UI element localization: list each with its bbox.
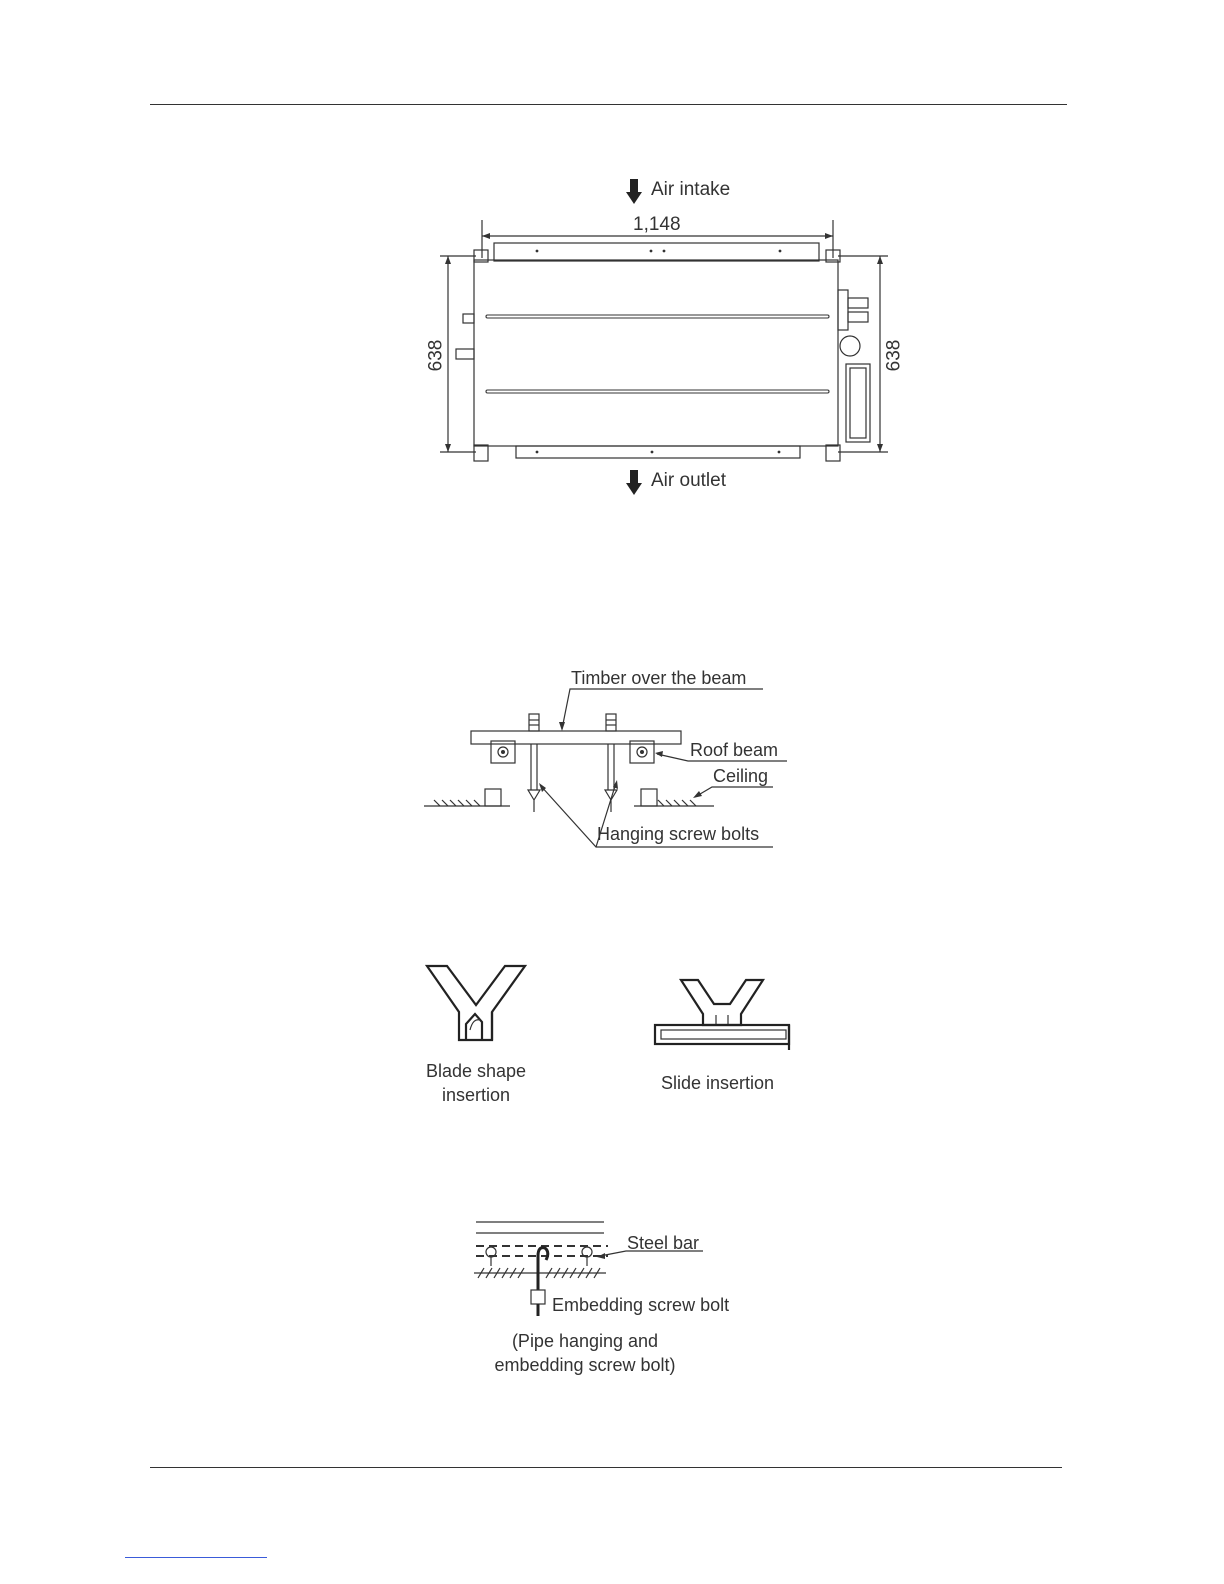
blade-caption-line1: Blade shape	[425, 1061, 527, 1081]
air-outlet-label: Air outlet	[651, 470, 726, 491]
embedding-caption	[470, 1329, 700, 1377]
embedding-caption-line2: embedding screw bolt)	[494, 1355, 676, 1375]
right-height-dimension-label: 638	[883, 339, 905, 372]
width-dimension-label: 1,148	[633, 214, 681, 235]
slide-caption: Slide insertion	[661, 1073, 775, 1093]
embedding-caption-line1: (Pipe hanging and	[511, 1331, 659, 1351]
blade-caption-line2: insertion	[441, 1085, 511, 1105]
left-height-dimension-label: 638	[425, 339, 447, 372]
steel-bar-label: Steel bar	[627, 1233, 700, 1253]
timber-label: Timber over the beam	[571, 668, 747, 688]
embedding-bolt-label: Embedding screw bolt	[552, 1295, 730, 1315]
ceiling-label: Ceiling	[713, 766, 769, 786]
hanging-bolts-label: Hanging screw bolts	[597, 824, 760, 844]
air-intake-label: Air intake	[651, 179, 731, 200]
roof-beam-label: Roof beam	[690, 740, 779, 760]
